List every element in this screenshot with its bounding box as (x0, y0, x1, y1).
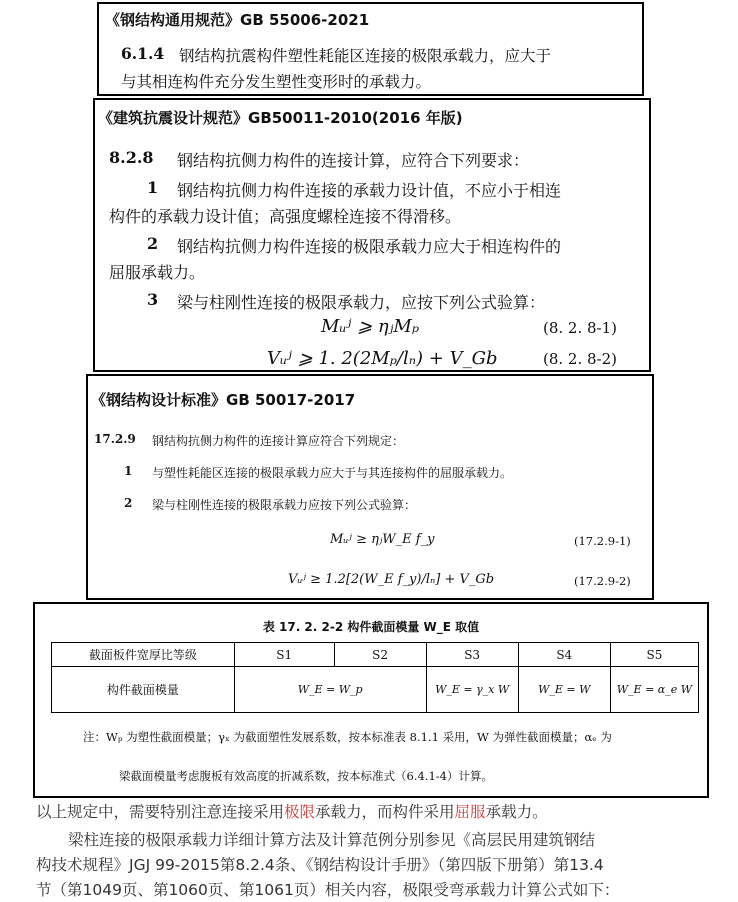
box3-equation-1-number: (17.2.9-1) (574, 534, 631, 548)
col-s5: S5 (610, 643, 698, 667)
box1-clause-no: 6.1.4 (121, 44, 165, 63)
paragraph-note (0, 800, 738, 822)
box2-item3-no: 3 (147, 290, 159, 309)
box3-equation-2-number: (17.2.9-2) (574, 574, 631, 588)
box2-item2-no: 2 (147, 234, 159, 253)
col-s2: S2 (334, 643, 426, 667)
para1-before: 以上规定中，需要特别注意连接采用 (36, 803, 285, 821)
table-note-line2: 梁截面模量考虑腹板有效高度的折减系数，按本标准式（6.4.1-4）计算。 (119, 769, 493, 783)
box2-item1-line1: 钢结构抗侧力构件连接的承载力设计值，不应小于相连 (177, 181, 562, 200)
col-s3: S3 (426, 643, 518, 667)
col-s4: S4 (518, 643, 610, 667)
box2-title: 《建筑抗震设计规范》GB50011-2010(2016 年版) (98, 109, 463, 127)
box2-item1-no: 1 (147, 178, 159, 197)
formula-s3: W_E = γ_x W (426, 667, 518, 713)
box2-clause-no: 8.2.8 (109, 148, 154, 167)
box2-equation-1-number: (8. 2. 8-1) (543, 319, 618, 337)
box3-item2-text: 梁与柱刚性连接的极限承载力应按下列公式验算： (152, 498, 417, 512)
code-box-gb50011 (93, 98, 651, 372)
formula-s1-s2: W_E = W_p (234, 667, 426, 713)
paragraph-reference-line3: 节（第1049页、第1060页、第1061页）相关内容，极限受弯承载力计算公式如下： (36, 881, 620, 899)
code-box-gb55006 (97, 2, 644, 96)
box3-equation-1: Mᵤʲ ≥ ηⱼW_E f_y (330, 532, 435, 547)
table-note-line1: 注：Wₚ 为塑性截面模量；γₓ 为截面塑性发展系数，按本标准表 8.1.1 采用，W 为弹性截面模量；αₑ 为 (83, 730, 612, 744)
table-caption: 表 17. 2. 2-2 构件截面模量 W_E 取值 (262, 620, 480, 634)
para1-red-yield: 屈服 (454, 803, 486, 821)
section-modulus-table-box (33, 602, 709, 798)
row2-header: 构件截面模量 (52, 667, 235, 713)
box2-item1-line2: 构件的承载力设计值；高强度螺栓连接不得滑移。 (109, 207, 462, 226)
box2-equation-2-number: (8. 2. 8-2) (543, 350, 618, 368)
formula-s5: W_E = α_e W (610, 667, 698, 713)
para1-after: 承载力。 (485, 803, 548, 821)
para1-middle: 承载力，而构件采用 (315, 803, 455, 821)
box2-item3-line1: 梁与柱刚性连接的极限承载力，应按下列公式验算： (177, 293, 546, 312)
box3-item1-text: 与塑性耗能区连接的极限承载力应大于与其连接构件的屈服承载力。 (152, 466, 513, 480)
paragraph-reference-line2: 构技术规程》JGJ 99-2015第8.2.4条、《钢结构设计手册》（第四版下册第）第13.4 (36, 856, 604, 874)
box1-line2: 与其相连构件充分发生塑性变形时的承载力。 (121, 73, 432, 91)
box2-equation-1: Mᵤʲ ⩾ ηⱼMₚ (321, 316, 420, 337)
box3-title: 《钢结构设计标准》GB 50017-2017 (91, 391, 356, 409)
box3-equation-2: Vᵤʲ ≥ 1.2[2(W_E f_y)/lₙ] + V_Gb (288, 572, 495, 587)
para1-red-ultimate: 极限 (284, 803, 316, 821)
row1-header: 截面板件宽厚比等级 (52, 643, 235, 667)
table-row (52, 643, 699, 667)
box2-clause-text: 钢结构抗侧力构件的连接计算，应符合下列要求： (177, 151, 530, 170)
box3-clause-no: 17.2.9 (94, 432, 136, 446)
table-row (52, 667, 699, 713)
col-s1: S1 (234, 643, 334, 667)
box2-item2-line1: 钢结构抗侧力构件连接的极限承载力应大于相连构件的 (177, 237, 562, 256)
formula-s4: W_E = W (518, 667, 610, 713)
box3-clause-text: 钢结构抗侧力构件的连接计算应符合下列规定： (152, 434, 405, 448)
paragraph-reference-line1: 梁柱连接的极限承载力详细计算方法及计算范例分别参见《高层民用建筑钢结 (68, 831, 596, 849)
code-box-gb50017 (86, 374, 654, 600)
box1-line1: 钢结构抗震构件塑性耗能区连接的极限承载力，应大于 (179, 47, 552, 65)
box1-title: 《钢结构通用规范》GB 55006-2021 (105, 11, 370, 29)
box3-item1-no: 1 (124, 464, 133, 478)
box3-item2-no: 2 (124, 496, 133, 510)
box2-equation-2: Vᵤʲ ⩾ 1. 2(2Mₚ/lₙ) + V_Gb (267, 348, 498, 369)
box2-item2-line2: 屈服承载力。 (109, 263, 206, 282)
section-modulus-table (51, 642, 699, 713)
